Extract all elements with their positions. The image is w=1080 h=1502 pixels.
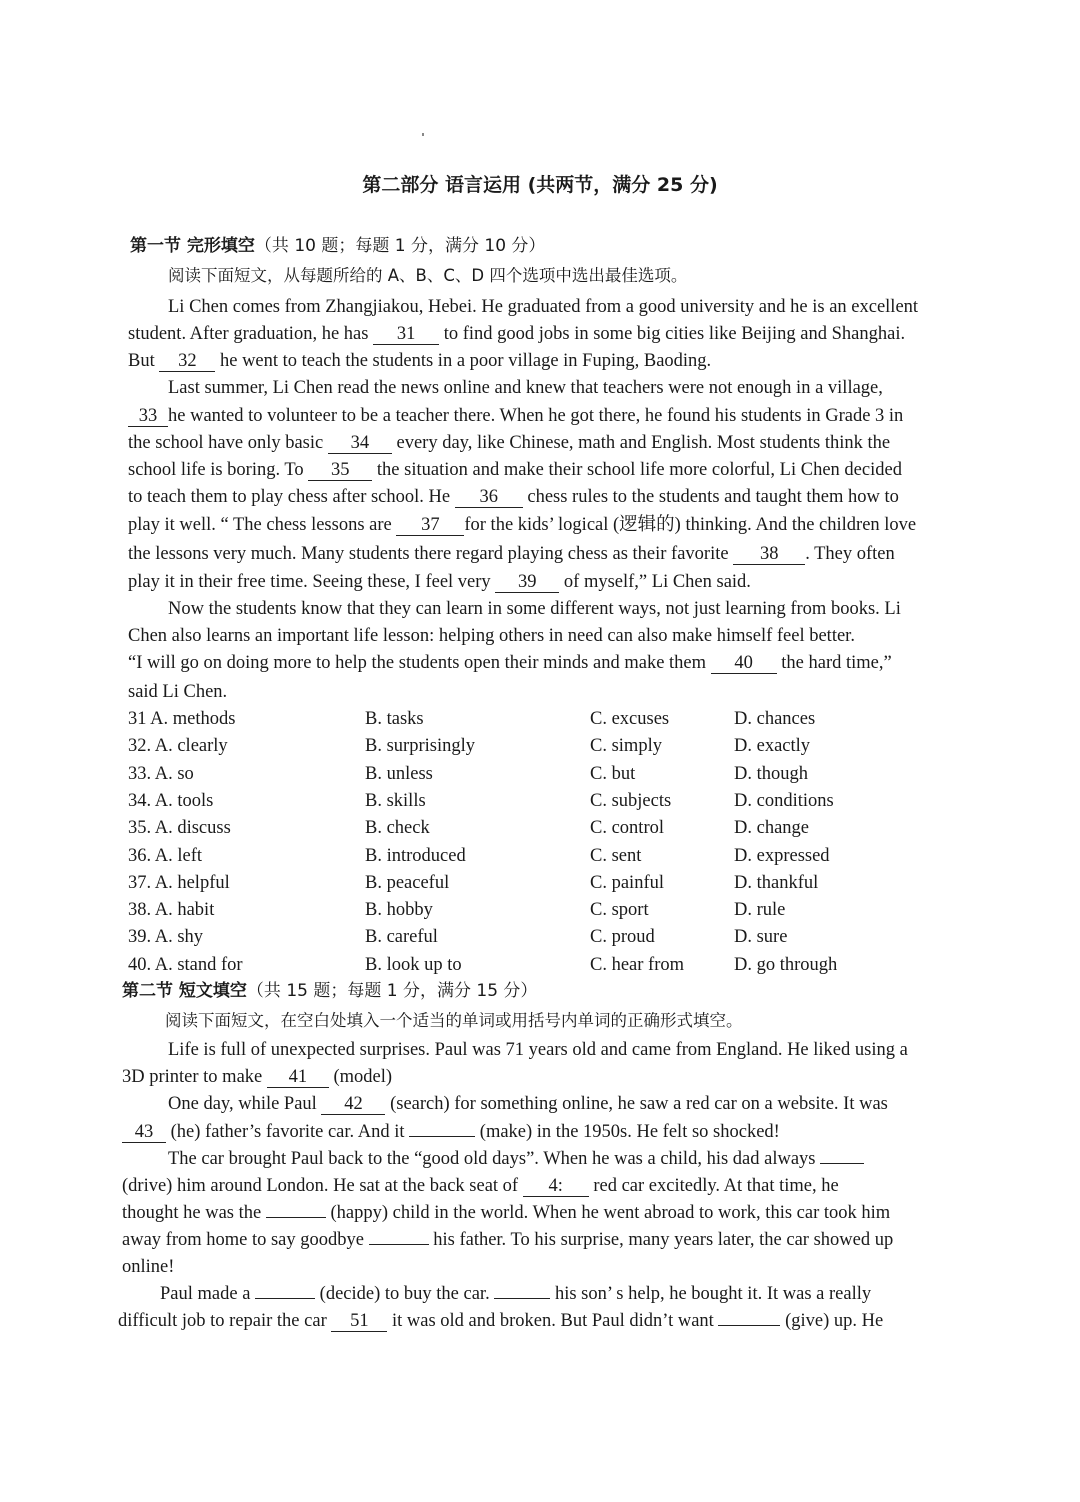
passage-line (128, 545, 895, 565)
passage-text: . They often (805, 544, 895, 564)
section2-title: 第二节 短文填空 (122, 981, 247, 1001)
option-a: 39. A. shy (128, 927, 204, 948)
answer-blank (718, 1325, 780, 1326)
passage-line (160, 1285, 871, 1304)
section2-instruction: 阅读下面短文，在空白处填入一个适当的单词或用括号内单词的正确形式填空。 (165, 1011, 743, 1030)
passage-text: the situation and make their school life more colorful, Li Chen decided (372, 460, 902, 480)
option-c: C. painful (590, 872, 664, 893)
option-c: C. sent (590, 845, 642, 866)
passage-text: (search) for something online, he saw a red car on a website. It was (385, 1094, 888, 1114)
option-b: B. unless (365, 763, 433, 784)
passage-text: the hard time,” (776, 653, 892, 673)
passage-text: (happy) child in the world. When he went abroad to work, this car took him (325, 1203, 891, 1223)
passage-text: One day, while Paul (168, 1094, 322, 1114)
section1-heading (130, 238, 545, 255)
option-b: B. skills (365, 790, 426, 811)
passage-line (122, 1068, 392, 1088)
section2-heading (122, 983, 537, 1000)
passage-text: The car brought Paul back to the “good old days”. When he was a child, his dad always (168, 1149, 821, 1169)
passage-line (122, 1231, 893, 1250)
answer-blank: 38 (733, 545, 805, 565)
passage-text: he wanted to volunteer to be a teacher there. When he got there, he found his students in Grade 3 in (168, 406, 904, 426)
passage-text: Paul made a (160, 1284, 256, 1304)
option-c: C. simply (590, 736, 662, 757)
passage-line (128, 352, 711, 372)
passage-line (128, 461, 902, 481)
option-a: 36. A. left (128, 845, 202, 866)
option-b: B. careful (365, 927, 438, 948)
passage-line (168, 1095, 888, 1115)
passage-line (168, 1041, 908, 1060)
answer-blank (369, 1244, 429, 1245)
option-b: B. check (365, 818, 430, 839)
option-b: B. tasks (365, 709, 424, 729)
option-c: C. proud (590, 927, 655, 948)
answer-blank: 37 (396, 516, 464, 536)
passage-line (168, 1150, 864, 1169)
passage-text: for the kids’ logical (逻辑的) thinking. And the children love (464, 515, 917, 535)
passage-line (168, 600, 901, 619)
scan-speck (422, 133, 424, 136)
passage-text: difficult job to repair the car (118, 1311, 332, 1331)
answer-blank: 43 (122, 1123, 166, 1143)
passage-text: 3D printer to make (122, 1067, 267, 1087)
passage-text: Last summer, Li Chen read the news online and knew that teachers were not enough in a village, (168, 378, 883, 398)
answer-blank: 51 (331, 1312, 387, 1332)
passage-text: (decide) to buy the car. (315, 1284, 495, 1304)
passage-text: school life is boring. To (128, 460, 309, 480)
passage-text: “I will go on doing more to help the students open their minds and make them (128, 653, 711, 673)
passage-line (122, 1123, 780, 1143)
option-c: C. hear from (590, 954, 685, 975)
passage-text: (he) father’s favorite car. And it (166, 1122, 410, 1142)
passage-text: of myself,” Li Chen said. (559, 572, 751, 592)
option-c: C. sport (590, 900, 649, 921)
passage-line (118, 1312, 883, 1332)
option-b: B. look up to (365, 954, 462, 975)
passage-text: the lessons very much. Many students there regard playing chess as their favorite (128, 544, 734, 564)
option-d: D. go through (734, 954, 838, 975)
passage-text: away from home to say goodbye (122, 1230, 369, 1250)
option-a: 38. A. habit (128, 900, 215, 921)
section1-instruction: 阅读下面短文，从每题所给的 A、B、C、D 四个选项中选出最佳选项。 (168, 266, 688, 285)
option-d: D. though (734, 763, 808, 784)
option-a: 34. A. tools (128, 790, 214, 811)
passage-text: said Li Chen. (128, 682, 228, 702)
option-a: 33. A. so (128, 763, 194, 784)
answer-blank: 41 (267, 1068, 329, 1088)
passage-text: it was old and broken. But Paul didn’t want (387, 1311, 719, 1331)
answer-blank: 4: (523, 1177, 589, 1197)
passage-text: Life is full of unexpected surprises. Paul was 71 years old and came from England. He liked using a (168, 1040, 908, 1060)
option-b: B. peaceful (365, 872, 450, 893)
passage-text: every day, like Chinese, math and English. Most students think the (391, 433, 891, 453)
passage-text: (make) in the 1950s. He felt so shocked! (475, 1122, 780, 1142)
answer-blank (494, 1298, 550, 1299)
passage-line (168, 379, 883, 398)
passage-text: thought he was the (122, 1203, 266, 1223)
passage-text: to teach them to play chess after school. He (128, 487, 455, 507)
passage-line (128, 683, 227, 702)
option-c: C. but (590, 763, 636, 784)
passage-text: Chen also learns an important life lesson: helping others in need can also make himself feel better. (128, 626, 855, 646)
option-d: D. exactly (734, 736, 811, 757)
option-c: C. subjects (590, 790, 672, 811)
answer-blank (266, 1217, 326, 1218)
option-d: D. conditions (734, 790, 834, 811)
passage-text: play it well. “ The chess lessons are (128, 515, 397, 535)
passage-line (122, 1177, 839, 1197)
passage-text: red car excitedly. At that time, he (588, 1176, 839, 1196)
option-d: D. chances (734, 709, 816, 729)
section1-scoring: （共 10 题；每题 1 分，满分 10 分） (254, 236, 546, 256)
passage-text: the school have only basic (128, 433, 328, 453)
passage-line (168, 298, 918, 317)
passage-text: student. After graduation, he has (128, 324, 374, 344)
passage-text: his father. To his surprise, many years later, the car showed up (428, 1230, 894, 1250)
passage-line (128, 325, 905, 345)
passage-line (128, 516, 916, 536)
answer-blank: 32 (159, 352, 215, 372)
passage-text: to find good jobs in some big cities like Beijing and Shanghai. (439, 324, 906, 344)
passage-line (128, 627, 855, 646)
answer-blank: 34 (328, 434, 392, 454)
passage-text: play it in their free time. Seeing these, I feel very (128, 572, 496, 592)
option-d: D. sure (734, 927, 788, 948)
answer-blank: 33 (128, 407, 168, 427)
section2-scoring: （共 15 题；每题 1 分，满分 15 分） (246, 981, 538, 1001)
answer-blank: 42 (321, 1095, 385, 1115)
answer-blank (820, 1163, 864, 1164)
passage-text: Now the students know that they can learn in some different ways, not just learning from books. Li (168, 599, 901, 619)
passage-text: Li Chen comes from Zhangjiakou, Hebei. He graduated from a good university and he is an excellent (168, 297, 919, 317)
passage-text: online! (122, 1257, 175, 1277)
option-d: D. thankful (734, 872, 819, 893)
passage-line (128, 573, 751, 593)
passage-line (128, 654, 892, 674)
option-c: C. control (590, 818, 664, 839)
option-d: D. expressed (734, 845, 830, 866)
section1-title: 第一节 完形填空 (130, 236, 255, 256)
passage-line (128, 407, 903, 427)
option-d: D. change (734, 818, 809, 839)
passage-line (128, 488, 899, 508)
passage-text: (model) (328, 1067, 393, 1087)
option-b: B. surprisingly (365, 736, 475, 757)
option-a: 32. A. clearly (128, 736, 228, 757)
option-a: 35. A. discuss (128, 818, 231, 839)
passage-line (122, 1258, 174, 1277)
passage-line (122, 1204, 890, 1223)
option-a: 40. A. stand for (128, 954, 243, 975)
answer-blank (255, 1298, 315, 1299)
passage-text: he went to teach the students in a poor village in Fuping, Baoding. (215, 351, 712, 371)
passage-text: chess rules to the students and taught them how to (522, 487, 899, 507)
answer-blank (409, 1136, 475, 1137)
option-d: D. rule (734, 900, 786, 921)
answer-blank: 35 (308, 461, 372, 481)
option-c: C. excuses (590, 709, 670, 729)
passage-text: But (128, 351, 160, 371)
answer-blank: 31 (373, 325, 439, 345)
option-b: B. introduced (365, 845, 466, 866)
option-a: 37. A. helpful (128, 872, 230, 893)
passage-text: his son’ s help, he bought it. It was a really (550, 1284, 872, 1304)
part-title: 第二部分 语言运用 (共两节，满分 25 分) (362, 174, 718, 196)
answer-blank: 40 (711, 654, 777, 674)
option-a: 31 A. methods (128, 709, 236, 729)
answer-blank: 39 (495, 573, 559, 593)
passage-text: (give) up. He (780, 1311, 884, 1331)
answer-blank: 36 (455, 488, 523, 508)
passage-text: (drive) him around London. He sat at the back seat of (122, 1176, 523, 1196)
passage-line (128, 434, 890, 454)
option-b: B. hobby (365, 900, 433, 921)
